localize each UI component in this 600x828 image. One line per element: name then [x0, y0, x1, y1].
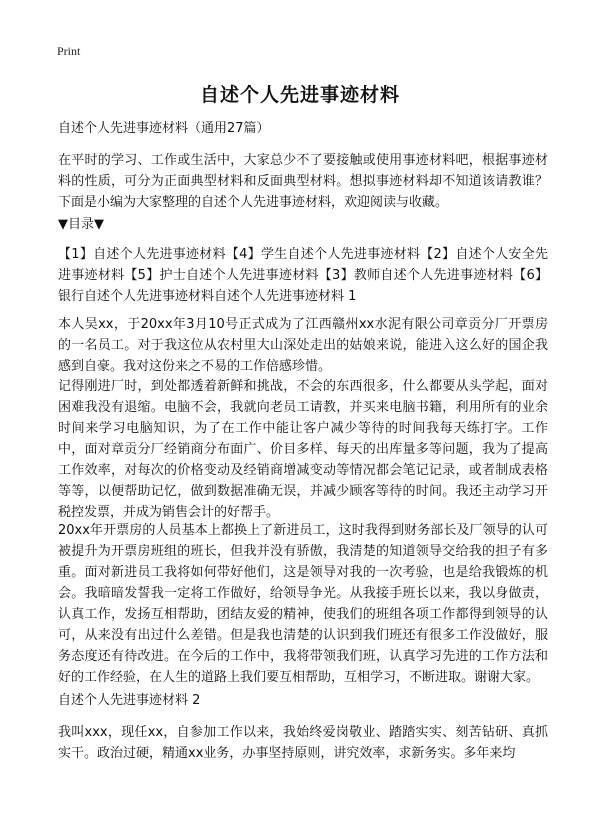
document-subtitle: 自述个人先进事迹材料（通用27篇） — [58, 121, 270, 136]
print-link[interactable]: Print — [57, 44, 81, 58]
section-heading: 自述个人先进事迹材料 2 — [58, 693, 201, 708]
body-paragraph: 20xx年开票房的人员基本上都换上了新进员工，这时我得到财务部长及厂领导的认可被提升为开票房班组的班长，但我并没有骄傲，我清楚的知道领导交给我的担子有多重。面对新进员工我将如何带好他们，这是领导对我的一次考验，也是给我锻炼的机会。我暗暗发誓我一定将工作做好，给领导争光。从我接手班长以来，我以身做责，认真工作，发扬互相帮助，团结友爱的精神，使我们的班组各项工作都得到领导的认可，从来没有出过什么差错。但是我也清楚的认识到我们班还有很多工作没做好，服务态度还有待改进。在今后的工作中，我将带领我们班，认真学习先进的工作方法和好的工作经验，在人生的道路上我们要互相帮助，互相学习，不断进取。谢谢大家。 — [58, 523, 548, 685]
toc-heading[interactable]: ▼目录▼ — [58, 217, 104, 232]
body-paragraph: 我叫xxx，现任xx，自参加工作以来，我始终爱岗敬业、踏踏实实、刻苦钻研、真抓实干。政治过硬，精通xx业务，办事坚持原则，讲究效率，求新务实。多年来均 — [58, 725, 548, 761]
intro-paragraph: 在平时的学习、工作或生活中，大家总少不了要接触或使用事迹材料吧，根据事迹材料的性质，可分为正面典型材料和反面典型材料。想拟事迹材料却不知道该请教谁？下面是小编为大家整理的自述个人先进事迹材料，欢迎阅读与收藏。 — [58, 153, 548, 210]
body-paragraph: 本人吴xx，于20xx年3月10号正式成为了江西赣州xx水泥有限公司章贡分厂开票房的一名员工。对于我这位从农村里大山深处走出的姑娘来说，能进入这么好的国企我感到自豪。我对这份来之不易的工作倍感珍惜。 — [58, 317, 548, 374]
body-paragraph: 记得刚进厂时，到处都透着新鲜和挑战，不会的东西很多，什么都要从头学起，面对困难我没有退缩。电脑不会，我就向老员工请教，并买来电脑书籍，利用所有的业余时间来学习电脑知识，为了在工作中能让客户减少等待的时间我每天练打字。工作中，面对章贡分厂经销商分布面广、价目多样、每天的出库量多等问题，我为了提高工作效率，对每次的价格变动及经销商增减变动等情况都会笔记记录，或者制成表格等等，以便帮助记忆，做到数据准确无误，并减少顾客等待的时间。我还主动学习开税控发票，并成为销售会计的好帮手。 — [58, 379, 548, 520]
page-title: 自述个人先进事迹材料 — [199, 84, 400, 106]
toc-links[interactable]: 【1】自述个人先进事迹材料【4】学生自述个人先进事迹材料【2】自述个人安全先进事迹材料【5】护士自述个人先进事迹材料【3】教师自述个人先进事迹材料【6】银行自述个人先进事迹材料自述个人先进事迹材料 1 — [58, 247, 548, 304]
